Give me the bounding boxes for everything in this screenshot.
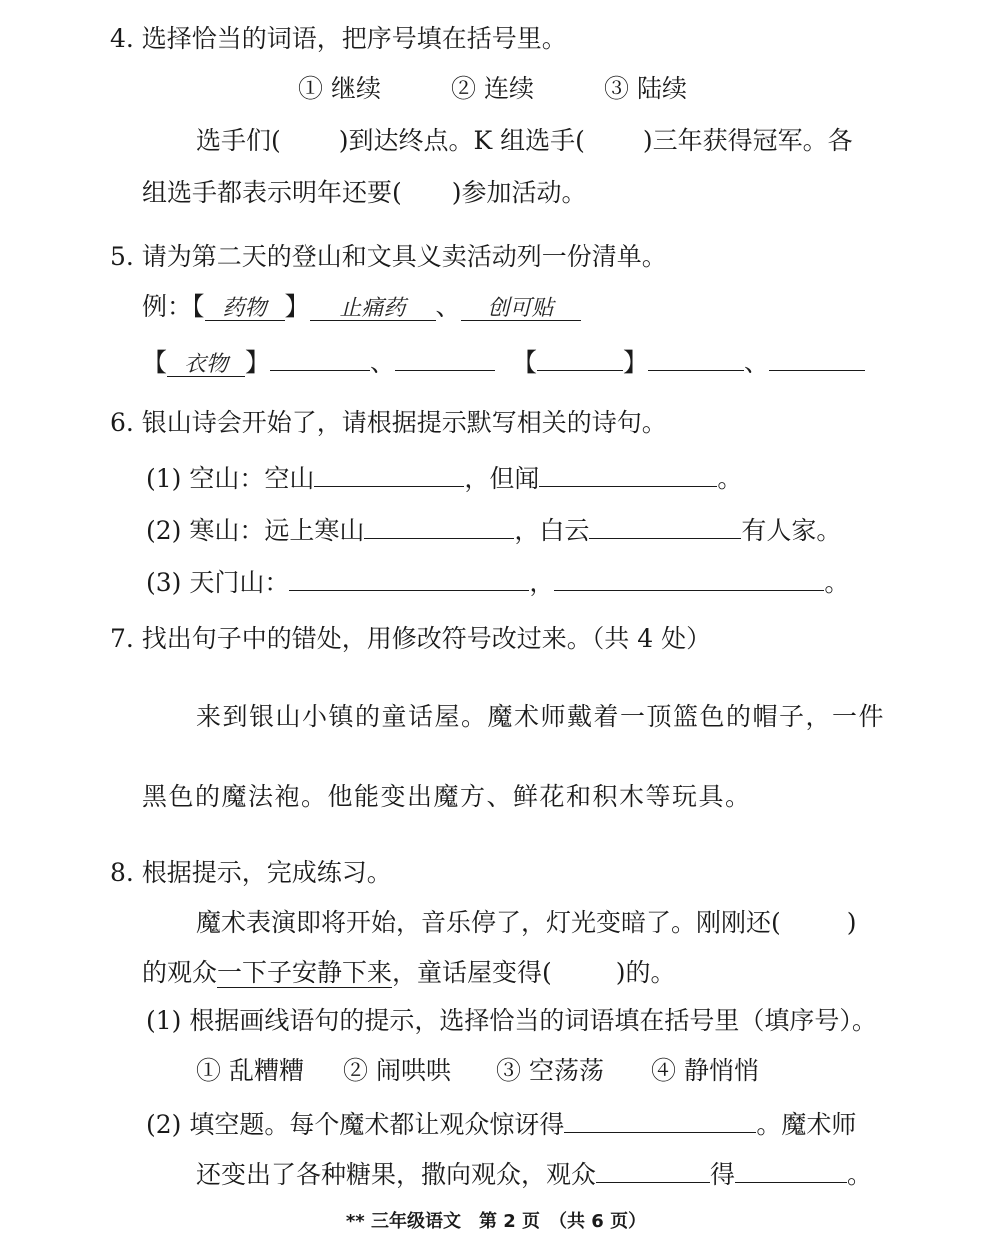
q5-row-custom bbox=[512, 342, 865, 380]
q6-l2-c: 有人家。 bbox=[741, 516, 842, 545]
q8-s3-a: 还变出了各种糖果，撒向观众，观众 bbox=[196, 1160, 597, 1189]
q4-s1c: )三年获得冠军。各 bbox=[642, 126, 853, 155]
q8-option-3: ③ 空荡荡 bbox=[496, 1056, 604, 1085]
clothing-item-2-blank[interactable] bbox=[395, 342, 495, 371]
custom-item-1-blank[interactable] bbox=[648, 342, 744, 371]
underlined-phrase: 一下子安静下来 bbox=[217, 958, 393, 987]
q6-line-3 bbox=[146, 562, 849, 600]
q8-sub2 bbox=[146, 1104, 856, 1142]
q6-l3-c: 。 bbox=[824, 568, 850, 597]
q8-p1a: 魔术表演即将开始，音乐停了，灯光变暗了。刚刚还( bbox=[196, 908, 781, 937]
q4-sentence-line2 bbox=[142, 176, 587, 210]
q8-option-2: ② 闹哄哄 bbox=[343, 1056, 451, 1085]
q7-paragraph-line2[interactable]: 黑色的魔法袍。他能变出魔方、鲜花和积木等玩具。 bbox=[142, 782, 752, 811]
q8-s2-b: 。魔术师 bbox=[756, 1110, 857, 1139]
bracket-open: 【 bbox=[512, 348, 538, 377]
q6-l3-num: (3) bbox=[146, 568, 182, 597]
bracket-close: 】 bbox=[245, 348, 271, 377]
poem-blank-3[interactable] bbox=[364, 510, 514, 539]
example-item-2: 创可贴 bbox=[461, 292, 581, 321]
q6-l1-b: ，但闻 bbox=[464, 464, 540, 493]
fill-blank-3[interactable] bbox=[735, 1154, 847, 1183]
q8-p2a: 的观众 bbox=[142, 958, 218, 987]
bracket-close: 】 bbox=[623, 348, 649, 377]
q6-title: 6. 银山诗会开始了，请根据提示默写相关的诗句。 bbox=[110, 408, 667, 437]
bracket-open: 【 bbox=[192, 292, 205, 321]
q8-p2c: )的。 bbox=[615, 958, 676, 987]
q8-s3-c: 。 bbox=[847, 1160, 873, 1189]
poem-blank-6[interactable] bbox=[554, 562, 824, 591]
separator: 、 bbox=[744, 348, 770, 377]
q4-s1b: )到达终点。K 组选手( bbox=[338, 126, 585, 155]
custom-category-blank[interactable] bbox=[537, 342, 623, 371]
q5-ex-prefix: 例： bbox=[142, 292, 193, 321]
q6-l3-b: ， bbox=[529, 568, 555, 597]
q6-l2-num: (2) bbox=[146, 516, 182, 545]
q4-title: 4. 选择恰当的词语，把序号填在括号里。 bbox=[110, 24, 567, 53]
clothing-item-1-blank[interactable] bbox=[270, 342, 370, 371]
page-footer: ** 三年级语文 第 2 页 （共 6 页） bbox=[345, 1211, 647, 1232]
q6-line-1 bbox=[146, 458, 742, 496]
q4-option-1: ① 继续 bbox=[298, 74, 381, 103]
q8-s1-num: (1) bbox=[146, 1006, 182, 1035]
separator: 、 bbox=[370, 348, 396, 377]
custom-item-2-blank[interactable] bbox=[769, 342, 865, 371]
bracket-close: 】 bbox=[284, 292, 310, 321]
example-category: 药物 bbox=[205, 292, 285, 321]
q4-option-2: ② 连续 bbox=[451, 74, 534, 103]
poem-blank-4[interactable] bbox=[589, 510, 741, 539]
poem-blank-5[interactable] bbox=[289, 562, 529, 591]
fill-blank-2[interactable] bbox=[596, 1154, 710, 1183]
q6-l1-a: 空山：空山 bbox=[189, 464, 315, 493]
separator: 、 bbox=[435, 292, 461, 321]
q6-line-2 bbox=[146, 510, 841, 548]
q8-p1b: ) bbox=[846, 908, 857, 937]
q7-paragraph-line1[interactable]: 来到银山小镇的童话屋。魔术师戴着一顶篮色的帽子，一件 bbox=[196, 702, 886, 731]
q8-passage-line2 bbox=[142, 956, 676, 990]
q6-l1-num: (1) bbox=[146, 464, 182, 493]
q8-s1-text: 根据画线语句的提示，选择恰当的词语填在括号里（填序号）。 bbox=[189, 1006, 877, 1035]
q7-title: 7. 找出句子中的错处，用修改符号改过来。（共 4 处） bbox=[110, 624, 712, 653]
q8-passage-line1 bbox=[196, 906, 857, 940]
fill-blank-1[interactable] bbox=[564, 1104, 756, 1133]
q4-sentence-line1 bbox=[196, 124, 853, 158]
q4-s2b: )参加活动。 bbox=[451, 178, 587, 207]
q6-l3-a: 天门山： bbox=[189, 568, 290, 597]
q6-l2-b: ，白云 bbox=[514, 516, 590, 545]
poem-blank-1[interactable] bbox=[314, 458, 464, 487]
q5-title: 5. 请为第二天的登山和文具义卖活动列一份清单。 bbox=[110, 242, 667, 271]
q4-option-3: ③ 陆续 bbox=[604, 74, 687, 103]
q8-s2-num: (2) bbox=[146, 1110, 182, 1139]
q6-l1-c: 。 bbox=[717, 464, 743, 493]
q4-s1a: 选手们( bbox=[196, 126, 281, 155]
q8-sub2-line2 bbox=[196, 1154, 872, 1192]
q8-p2b: ，童话屋变得( bbox=[392, 958, 552, 987]
q4-s2a: 组选手都表示明年还要( bbox=[142, 178, 402, 207]
q8-sub1 bbox=[146, 1004, 877, 1038]
q8-title: 8. 根据提示，完成练习。 bbox=[110, 858, 392, 887]
example-item-1: 止痛药 bbox=[310, 292, 436, 321]
q8-s3-b: 得 bbox=[710, 1160, 736, 1189]
q5-row-clothing bbox=[142, 342, 495, 380]
q8-s2-a: 填空题。每个魔术都让观众惊讶得 bbox=[189, 1110, 565, 1139]
q6-l2-a: 寒山：远上寒山 bbox=[189, 516, 365, 545]
q5-example-row bbox=[142, 290, 581, 324]
bracket-open: 【 bbox=[142, 348, 168, 377]
clothing-category: 衣物 bbox=[167, 348, 245, 377]
q8-option-4: ④ 静悄悄 bbox=[651, 1056, 759, 1085]
q8-option-1: ① 乱糟糟 bbox=[196, 1056, 304, 1085]
poem-blank-2[interactable] bbox=[539, 458, 717, 487]
